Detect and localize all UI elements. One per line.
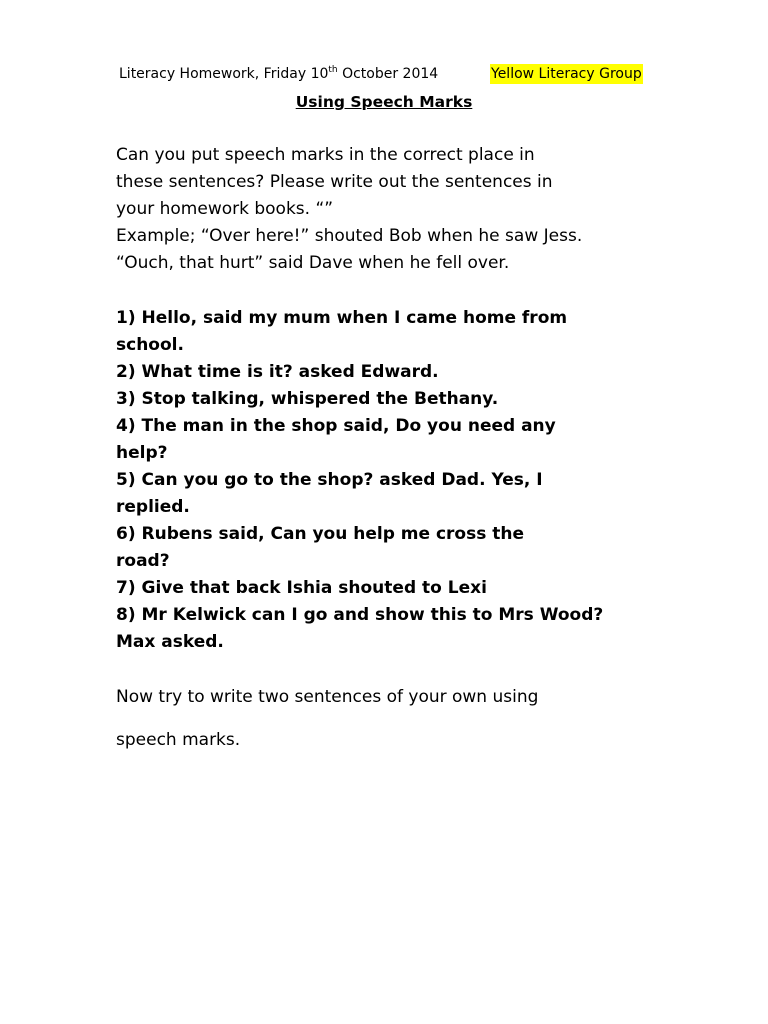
instruction-line: Can you put speech marks in the correct place in bbox=[116, 145, 535, 165]
header-date-text: Literacy Homework, Friday 10th October 2014 bbox=[119, 65, 439, 82]
question-4-cont: help? bbox=[116, 443, 168, 463]
question-6-cont: road? bbox=[116, 551, 170, 571]
page-title: Using Speech Marks bbox=[295, 93, 473, 111]
instructions-paragraph bbox=[116, 142, 676, 277]
closing-instruction-line-2: speech marks. bbox=[116, 730, 241, 750]
example-line: “Ouch, that hurt” said Dave when he fell over. bbox=[116, 253, 510, 273]
question-5-cont: replied. bbox=[116, 497, 190, 517]
instruction-line: your homework books. “” bbox=[116, 199, 334, 219]
group-label-highlight: Yellow Literacy Group bbox=[491, 66, 642, 82]
instruction-line: these sentences? Please write out the sentences in bbox=[116, 172, 553, 192]
question-3: 3) Stop talking, whispered the Bethany. bbox=[116, 389, 499, 409]
question-2: 2) What time is it? asked Edward. bbox=[116, 362, 439, 382]
question-5: 5) Can you go to the shop? asked Dad. Yes, I bbox=[116, 470, 543, 490]
document-header bbox=[119, 64, 659, 84]
question-1-cont: school. bbox=[116, 335, 184, 355]
question-list bbox=[116, 305, 676, 656]
question-4: 4) The man in the shop said, Do you need any bbox=[116, 416, 556, 436]
question-1: 1) Hello, said my mum when I came home from bbox=[116, 308, 568, 328]
question-8-cont: Max asked. bbox=[116, 632, 224, 652]
closing-instruction-line-1: Now try to write two sentences of your own using bbox=[116, 687, 539, 707]
question-7: 7) Give that back Ishia shouted to Lexi bbox=[116, 578, 487, 598]
question-6: 6) Rubens said, Can you help me cross the bbox=[116, 524, 525, 544]
example-line: Example; “Over here!” shouted Bob when he saw Jess. bbox=[116, 226, 583, 246]
question-8: 8) Mr Kelwick can I go and show this to Mrs Wood? bbox=[116, 605, 604, 625]
